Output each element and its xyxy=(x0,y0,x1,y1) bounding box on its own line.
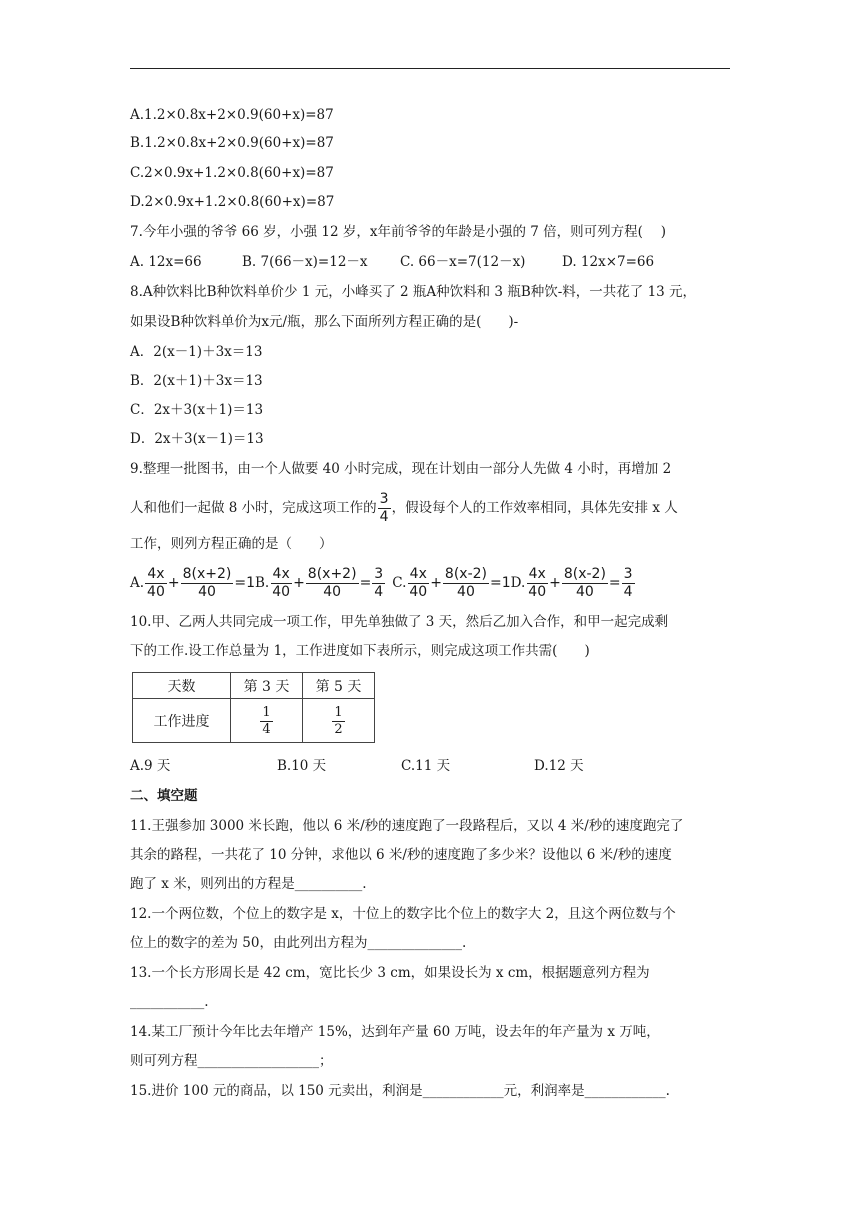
q9-c-frac1 xyxy=(407,566,429,601)
q8-option-c: C．2x＋3(x＋1)＝13 xyxy=(130,402,264,418)
q6-option-c: C.2×0.9x+1.2×0.8(60+x)=87 xyxy=(130,165,334,181)
q12-line2: 位上的数字的差为 50，由此列出方程为______________. xyxy=(130,935,467,951)
q14-line1: 14.某工厂预计今年比去年增产 15%，达到年产量 60 万吨，设去年的年产量为 x 万吨， xyxy=(130,1024,660,1040)
q7-option-b: B. 7(66－x)=12－x xyxy=(242,254,368,270)
q9-c-n2: 8(x-2) xyxy=(444,565,487,582)
q7-stem: 7.今年小强的爷爷 66 岁，小强 12 岁，x年前爷爷的年龄是小强的 7 倍，则可列方程( ) xyxy=(130,224,667,240)
q9-a-d1: 40 xyxy=(147,583,165,600)
q9-c-d1: 40 xyxy=(409,583,428,600)
q9-b-d1: 40 xyxy=(272,583,291,600)
header-rule xyxy=(130,68,730,69)
q6-option-b: B.1.2×0.8x+2×0.9(60+x)=87 xyxy=(130,135,334,151)
q11-line1: 11.王强参加 3000 米长跑，他以 6 米/秒的速度跑了一段路程后，又以 4 米/秒的速度跑完了 xyxy=(130,818,684,834)
q13-line2: ___________. xyxy=(130,994,209,1010)
q9-option-b-label: B. xyxy=(255,575,270,591)
q9-d-d1: 40 xyxy=(528,583,547,600)
q9-b-frac2 xyxy=(306,566,359,601)
q9-stem-line2-a: 人和他们一起做 8 小时，完成这项工作的 xyxy=(130,500,377,516)
q13-line1: 13.一个长方形周长是 42 cm，宽比长少 3 cm，如果设长为 x cm，根据题意列方程为 xyxy=(130,965,650,981)
q8-stem-line2: 如果设B种饮料单价为x元/瓶，那么下面所列方程正确的是( )- xyxy=(130,314,519,330)
section-title-fill-blank: 二、填空题 xyxy=(130,788,198,804)
q9-option-a-label: A. xyxy=(130,575,145,591)
q7-option-c: C. 66－x=7(12－x) xyxy=(400,254,526,270)
q9-fraction xyxy=(378,491,391,526)
q10-options xyxy=(130,757,730,775)
q9-fraction-numerator: 3 xyxy=(379,490,389,507)
q10-option-a: A.9 天 xyxy=(130,758,171,774)
q9-option-a xyxy=(130,566,255,601)
q9-c-d2: 40 xyxy=(457,583,475,600)
q10-stem-line2: 下的工作.设工作总量为 1，工作进度如下表所示，则完成这项工作共需( ) xyxy=(130,643,590,659)
q9-a-n2: 8(x+2) xyxy=(182,565,232,582)
q10-option-b: B.10 天 xyxy=(277,758,327,774)
q12-line1: 12.一个两位数，个位上的数字是 x，十位上的数字比个位上的数字大 2，且这个两位数与个 xyxy=(130,906,676,922)
q11-line3: 跑了 x 米，则列出的方程是__________. xyxy=(130,876,367,892)
q14-line2: 则可列方程__________________； xyxy=(130,1053,333,1069)
q9-d-frac2 xyxy=(562,566,608,601)
q9-option-c-label: C. xyxy=(392,575,407,591)
q9-d-frac3 xyxy=(622,566,635,601)
q9-options xyxy=(130,563,636,603)
day5-numerator: 1 xyxy=(334,704,343,720)
q9-a-frac2 xyxy=(181,566,234,601)
q9-a-eq: =1 xyxy=(234,575,256,591)
q9-b-frac3 xyxy=(372,566,385,601)
progress-table xyxy=(132,672,375,743)
day3-denominator: 4 xyxy=(262,721,271,737)
q10-stem-line1: 10.甲、乙两人共同完成一项工作，甲先单独做了 3 天，然后乙加入合作，和甲一起完成剩 xyxy=(130,614,669,630)
q9-d-n2: 8(x-2) xyxy=(563,565,606,582)
q9-stem-line2-b: ，假设每个人的工作效率相同，具体先安排 x 人 xyxy=(391,500,678,516)
q9-b-n2: 8(x+2) xyxy=(307,565,357,582)
table-cell-day3 xyxy=(231,699,303,743)
q9-a-frac1 xyxy=(145,566,167,601)
q6-option-a: A.1.2×0.8x+2×0.9(60+x)=87 xyxy=(130,107,334,123)
q9-stem-line3: 工作，则列方程正确的是（ ） xyxy=(130,536,333,552)
q9-fraction-denominator: 4 xyxy=(379,508,389,525)
table-header-day5: 第 5 天 xyxy=(303,673,375,699)
table-row-label: 工作进度 xyxy=(133,699,231,743)
q8-stem-line1: 8.A种饮料比B种饮料单价少 1 元，小峰买了 2 瓶A种饮料和 3 瓶B种饮-料，一共花了 13 元， xyxy=(130,284,697,300)
q9-d-rn: 3 xyxy=(623,565,633,582)
q15-line1: 15.进价 100 元的商品，以 150 元卖出，利润是____________元，利润率是____________. xyxy=(130,1083,670,1099)
q7-options xyxy=(130,253,730,271)
q9-c-eq: =1 xyxy=(490,575,511,591)
day3-numerator: 1 xyxy=(262,704,271,720)
q9-d-frac1 xyxy=(526,566,548,601)
q10-option-c: C.11 天 xyxy=(401,758,451,774)
q9-a-op: + xyxy=(167,575,180,591)
q9-d-eq: = xyxy=(608,575,621,591)
q9-option-b xyxy=(255,566,386,601)
q9-d-d2: 40 xyxy=(575,583,594,600)
q11-line2: 其余的路程，一共花了 10 分钟，求他以 6 米/秒的速度跑了多少米？设他以 6 米/秒的速度 xyxy=(130,847,672,863)
q9-stem-line1: 9.整理一批图书，由一个人做要 40 小时完成，现在计划由一部分人先做 4 小时，再增加 2 xyxy=(130,461,672,477)
q9-option-c xyxy=(392,566,510,601)
q9-a-n1: 4x xyxy=(147,565,165,582)
q9-c-frac2 xyxy=(443,566,489,601)
q7-option-d: D. 12x×7=66 xyxy=(562,254,655,270)
table-cell-day5 xyxy=(303,699,375,743)
q9-d-op: + xyxy=(549,575,561,591)
q9-b-op: + xyxy=(293,575,305,591)
table-header-days: 天数 xyxy=(133,673,231,699)
q8-option-a: A．2(x－1)＋3x＝13 xyxy=(130,344,263,360)
table-header-day3: 第 3 天 xyxy=(231,673,303,699)
q9-a-d2: 40 xyxy=(198,583,216,600)
q9-b-d2: 40 xyxy=(323,583,342,600)
q8-option-b: B．2(x＋1)＋3x＝13 xyxy=(130,373,263,389)
q9-b-rd: 4 xyxy=(374,583,384,600)
day5-denominator: 2 xyxy=(334,721,343,737)
q9-c-n1: 4x xyxy=(409,565,427,582)
q6-option-d: D.2×0.9x+1.2×0.8(60+x)=87 xyxy=(130,194,335,210)
q9-b-rn: 3 xyxy=(374,565,384,582)
q9-b-n1: 4x xyxy=(272,565,290,582)
q7-option-a: A. 12x=66 xyxy=(130,254,202,270)
q8-option-d: D．2x＋3(x－1)＝13 xyxy=(130,431,264,447)
q9-d-n1: 4x xyxy=(528,565,546,582)
q9-option-d xyxy=(511,566,636,601)
q9-b-frac1 xyxy=(270,566,292,601)
q9-stem-line2 xyxy=(130,491,678,525)
q9-b-eq: = xyxy=(359,575,372,591)
q9-d-rd: 4 xyxy=(623,583,633,600)
q9-option-d-label: D. xyxy=(510,575,526,591)
q10-option-d: D.12 天 xyxy=(534,758,584,774)
q9-c-op: + xyxy=(430,575,442,591)
